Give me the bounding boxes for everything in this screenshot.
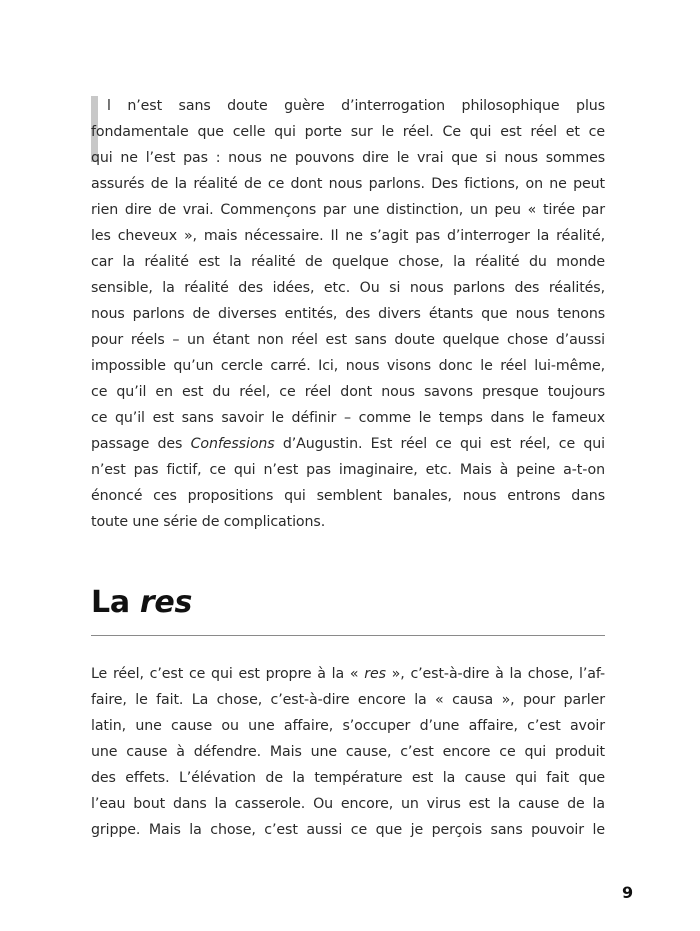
paragraph-1-line-8: sensible, la réalité des idées, etc. Ou si nous parlons des réalités, [91, 280, 605, 296]
p2-line-1-after: », c’est-à-dire à la chose, l’af- [385, 666, 605, 682]
paragraph-1-line-17: toute une série de complications. [91, 514, 326, 530]
term-res: res [364, 666, 386, 682]
section-heading-italic: res [139, 585, 193, 620]
paragraph-2-line-4: une cause à défendre. Mais une cause, c’est encore ce qui produit [91, 744, 605, 760]
page-number: 9 [622, 883, 634, 902]
paragraph-1-line-3: qui ne l’est pas : nous ne pouvons dire le vrai que si nous sommes [91, 150, 605, 166]
section-divider [91, 635, 605, 636]
paragraph-1-line-1: l n’est sans doute guère d’interrogation philosophique plus [107, 98, 605, 114]
paragraph-1-line-14 [91, 434, 605, 454]
paragraph-2-line-1 [91, 664, 605, 684]
paragraph-1-line-12: ce qu’il en est du réel, ce réel dont nous savons presque toujours [91, 384, 605, 400]
paragraph-1-line-15: n’est pas fictif, ce qui n’est pas imaginaire, etc. Mais à peine a-t-on [91, 462, 605, 478]
paragraph-1-line-4: assurés de la réalité de ce dont nous parlons. Des fictions, on ne peut [91, 176, 605, 192]
paragraph-1-line-11: impossible qu’un cercle carré. Ici, nous visons donc le réel lui-même, [91, 358, 605, 374]
section-heading [91, 583, 192, 623]
paragraph-2-line-2: faire, le fait. La chose, c’est-à-dire encore la « causa », pour parler [91, 692, 605, 708]
paragraph-2-line-6: l’eau bout dans la casserole. Ou encore, un virus est la cause de la [91, 796, 605, 812]
paragraph-1-line-9: nous parlons de diverses entités, des divers étants que nous tenons [91, 306, 605, 322]
book-title-confessions: Confessions [190, 436, 275, 452]
paragraph-1-line-6: les cheveux », mais nécessaire. Il ne s’agit pas d’interroger la réalité, [91, 228, 605, 244]
line-14-text-before: passage des [91, 436, 191, 452]
paragraph-1-line-5: rien dire de vrai. Commençons par une distinction, un peu « tirée par [91, 202, 605, 218]
paragraph-1-line-10: pour réels – un étant non réel est sans doute quelque chose d’aussi [91, 332, 605, 348]
paragraph-1-line-16: énoncé ces propositions qui semblent banales, nous entrons dans [91, 488, 605, 504]
paragraph-1-line-2: fondamentale que celle qui porte sur le réel. Ce qui est réel et ce [91, 124, 605, 140]
paragraph-2-line-5: des effets. L’élévation de la température est la cause qui fait que [91, 770, 605, 786]
paragraph-2-line-7: grippe. Mais la chose, c’est aussi ce que je perçois sans pouvoir le [91, 822, 605, 838]
p2-line-1-before: Le réel, c’est ce qui est propre à la « [91, 666, 365, 682]
paragraph-1-line-7: car la réalité est la réalité de quelque chose, la réalité du monde [91, 254, 605, 270]
paragraph-1-line-13: ce qu’il est sans savoir le définir – comme le temps dans le fameux [91, 410, 605, 426]
line-14-text-after: d’Augustin. Est réel ce qui est réel, ce qui [274, 436, 605, 452]
section-heading-prefix: La [91, 585, 140, 620]
paragraph-2-line-3: latin, une cause ou une affaire, s’occuper d’une affaire, c’est avoir [91, 718, 605, 734]
